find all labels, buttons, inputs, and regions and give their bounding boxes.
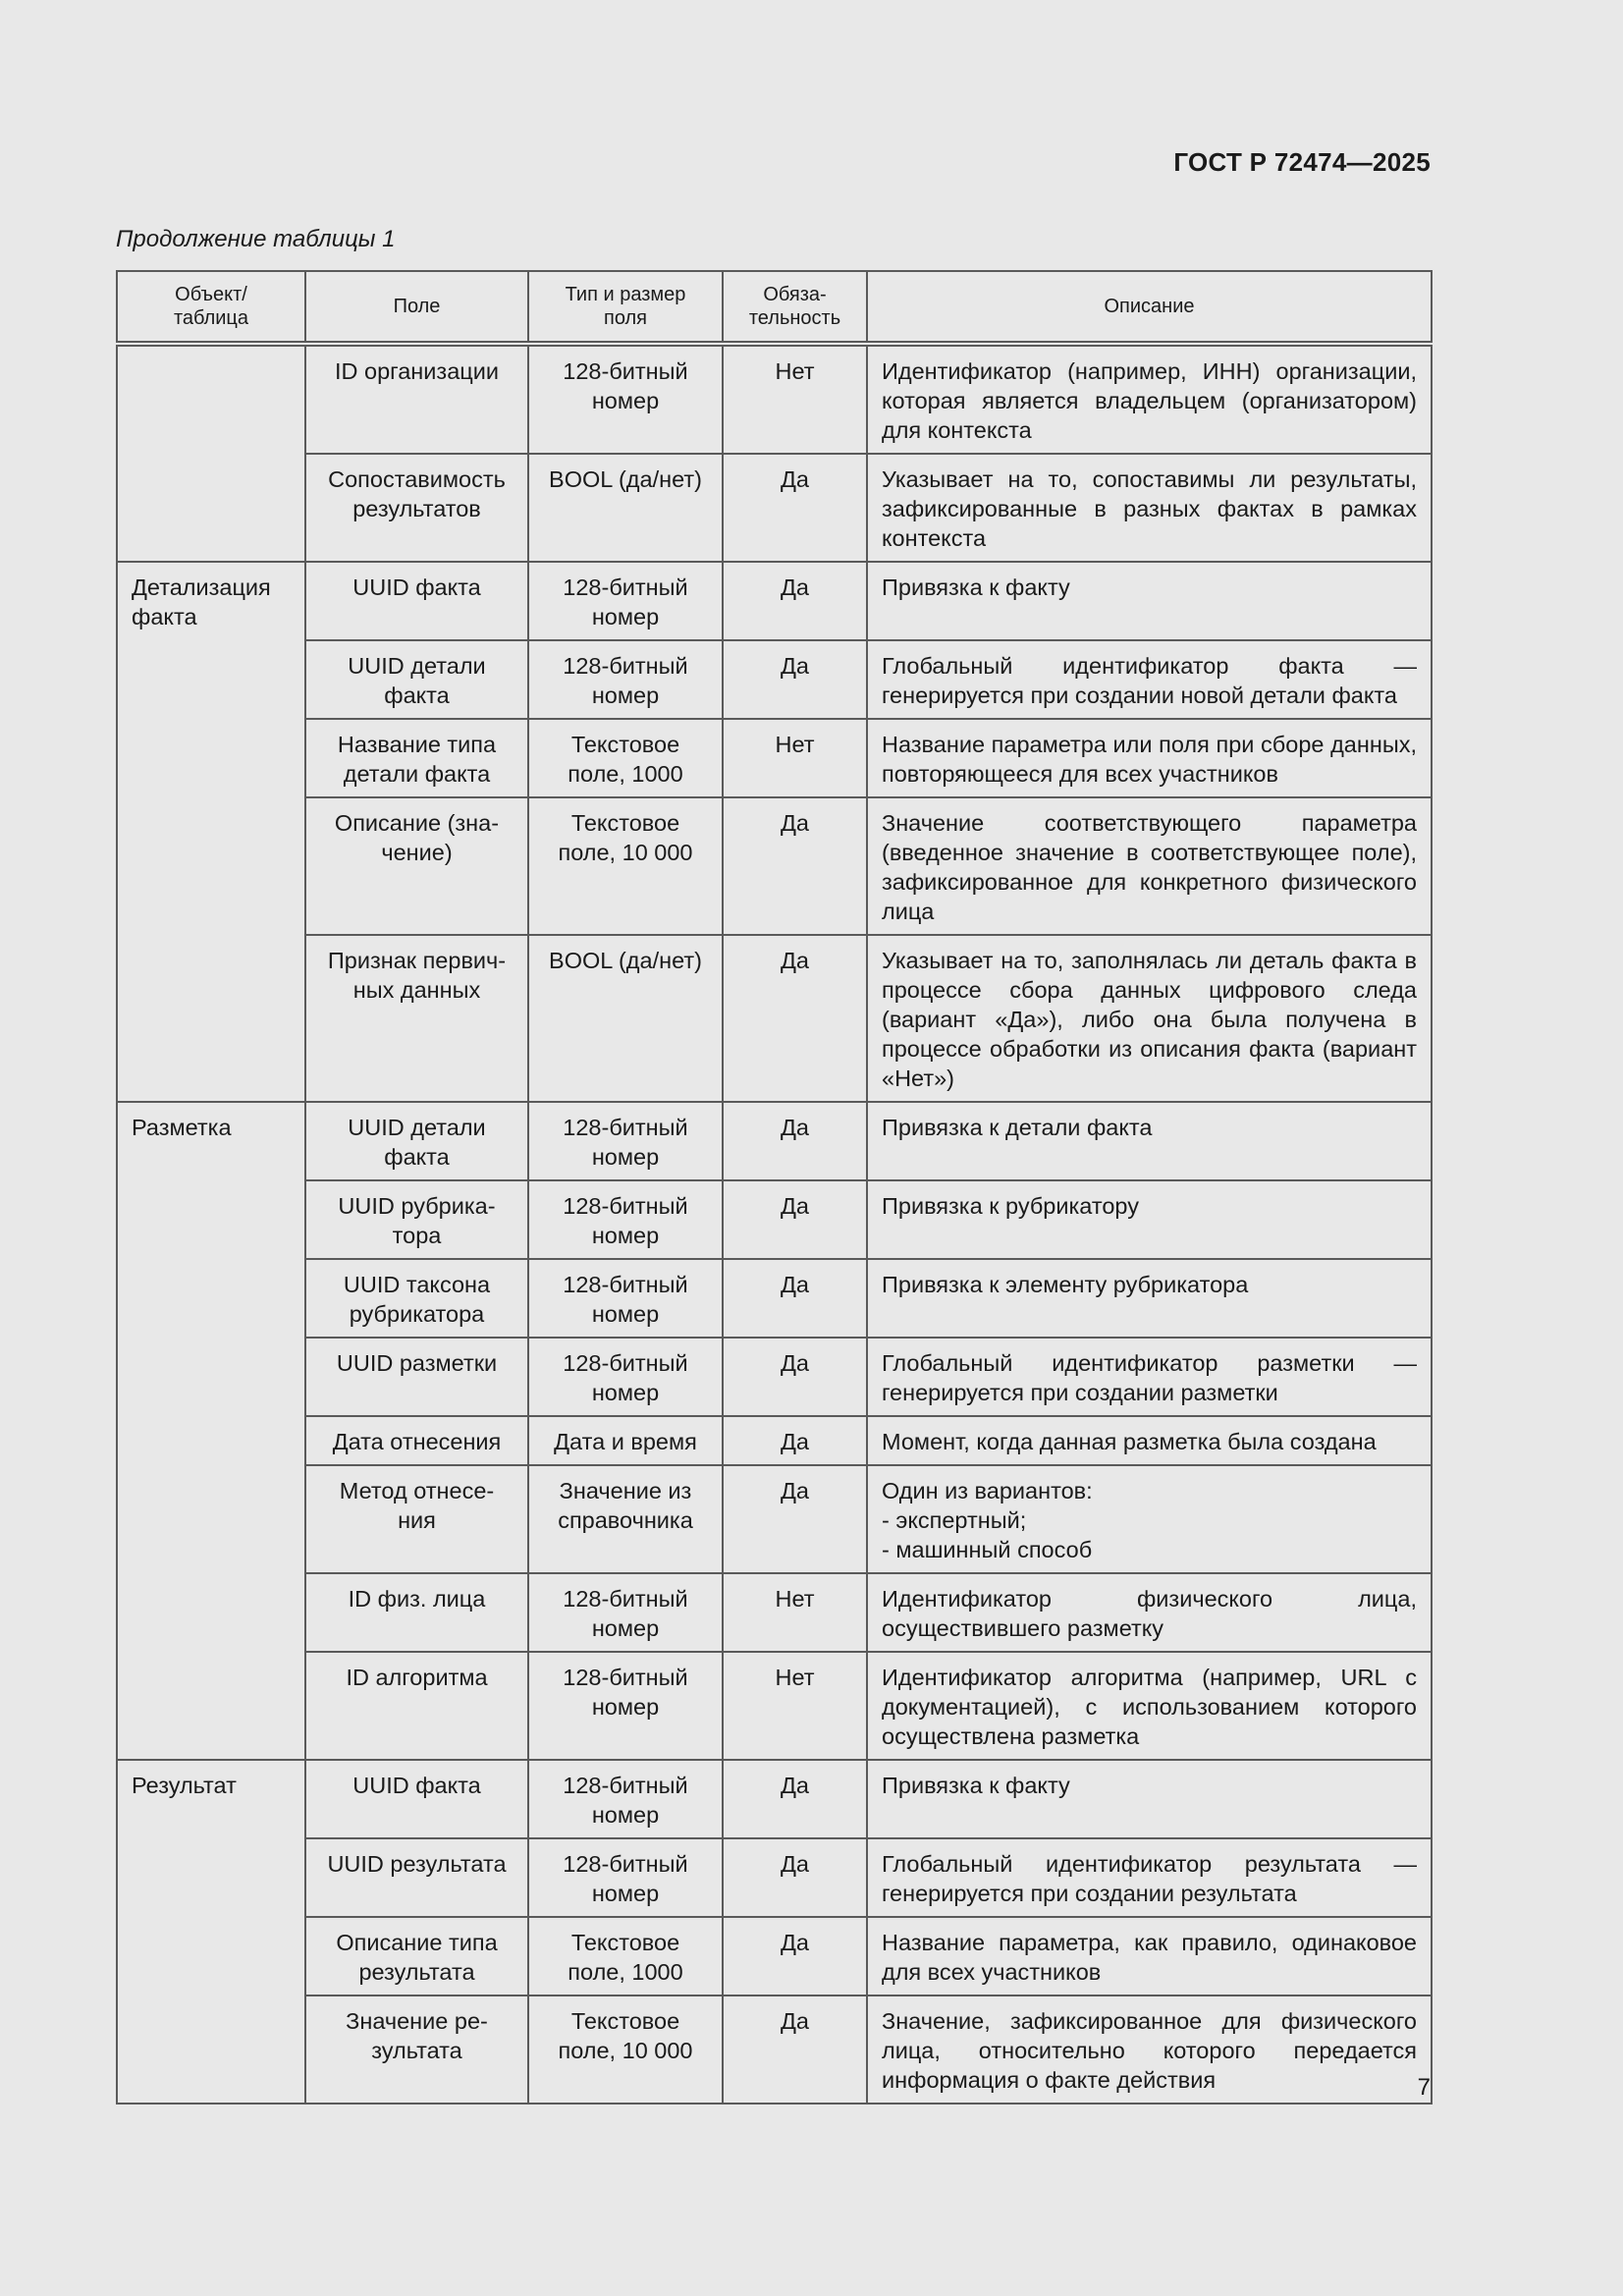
cell-field [305,719,528,797]
cell-type [528,1917,723,1995]
text-line: BOOL (да/нет) [549,466,702,492]
cell-required: Да [723,1995,867,2104]
cell-required: Да [723,454,867,562]
cell-required: Да [723,1180,867,1259]
text-line: Дата и время [554,1429,697,1454]
text-line: UUID разметки [336,1350,498,1376]
page-number: 7 [1417,2074,1431,2101]
text-line: 128-битный [563,653,688,679]
cell-required: Да [723,1102,867,1180]
text-line: номер [591,388,660,413]
cell-description: Глобальный идентификатор разметки — генерируется при создании разметки [867,1338,1432,1416]
table-row [117,1416,1432,1465]
text-line: Описание типа [336,1930,498,1955]
cell-required: Да [723,1917,867,1995]
text-line: Сопоставимость [328,466,506,492]
cell-type [528,640,723,719]
text-line: 128-битный [563,1586,688,1612]
text-line: UUID результата [327,1851,507,1877]
cell-field [305,1995,528,2104]
text-line: Объект/ [175,284,247,305]
cell-description: Название параметра или поля при сборе данных, повторяющееся для всех участников [867,719,1432,797]
cell-field [305,562,528,640]
text-line: номер [591,604,660,629]
table-row [117,1102,1432,1180]
text-line: ID физ. лица [348,1586,486,1612]
table-row [117,1652,1432,1760]
table-row [117,1465,1432,1573]
text-line: Метод отнесе- [339,1478,495,1503]
text-line: Значение ре- [346,2008,488,2034]
table-body [117,344,1432,2104]
cell-object [117,562,305,1102]
text-line: ния [398,1507,436,1533]
cell-type [528,1465,723,1573]
table-row [117,562,1432,640]
cell-description: Привязка к факту [867,1760,1432,1838]
table-row [117,1573,1432,1652]
text-line: Текстовое [570,810,680,836]
text-line: чение) [381,840,453,865]
table-row [117,454,1432,562]
cell-description: Указывает на то, сопоставимы ли результаты, зафиксированные в разных фактах в рамках контекста [867,454,1432,562]
table-row [117,797,1432,935]
table-header-row [117,271,1432,344]
cell-type [528,454,723,562]
cell-required: Нет [723,1573,867,1652]
text-line: номер [591,1223,660,1248]
text-line: ID организации [335,358,499,384]
text-line: факта [384,1144,450,1170]
table-row [117,1259,1432,1338]
text-line: поле, 1000 [568,1959,683,1985]
text-line: - экспертный; [882,1507,1027,1533]
text-line: детали факта [343,761,491,787]
cell-type [528,344,723,454]
cell-description: Глобальный идентификатор результата — генерируется при создании результата [867,1838,1432,1917]
text-line: UUID детали [348,1115,486,1140]
text-line: 128-битный [563,1193,688,1219]
cell-field [305,1652,528,1760]
text-line: 128-битный [563,1350,688,1376]
text-line: факта [384,683,450,708]
cell-required: Нет [723,1652,867,1760]
cell-object [117,344,305,562]
text-line: номер [591,1802,660,1828]
column-header-description [867,271,1432,344]
cell-required: Нет [723,719,867,797]
table-row [117,935,1432,1102]
cell-required: Нет [723,344,867,454]
text-line: тельность [748,307,841,329]
text-line: Разметка [132,1115,232,1140]
text-line: Описание (зна- [334,810,500,836]
cell-description: Привязка к рубрикатору [867,1180,1432,1259]
text-line: UUID рубрика- [338,1193,496,1219]
cell-description: Название параметра, как правило, одинаковое для всех участников [867,1917,1432,1995]
text-line: UUID факта [352,574,481,600]
cell-type [528,1180,723,1259]
text-line: рубрикатора [349,1301,485,1327]
text-line: 128-битный [563,1773,688,1798]
text-line: Текстовое [570,2008,680,2034]
table-row [117,719,1432,797]
standard-code: ГОСТ Р 72474—2025 [1173,147,1431,177]
cell-description: Идентификатор алгоритма (например, URL с документацией), с использованием которого осуществлена разметка [867,1652,1432,1760]
text-line: поле, 1000 [568,761,683,787]
column-header-object [117,271,305,344]
cell-field [305,454,528,562]
text-line: факта [132,604,197,629]
column-header-required [723,271,867,344]
cell-required: Да [723,1338,867,1416]
text-line: Один из вариантов: [882,1478,1093,1503]
cell-description: Значение соответствующего параметра (введенное значение в соответствующее поле), зафиксированное для конкретного физического лица [867,797,1432,935]
text-line: UUID детали [348,653,486,679]
text-line: 128-битный [563,1851,688,1877]
text-line: Тип и размер [565,284,686,305]
text-line: номер [591,1615,660,1641]
text-line: ных данных [352,977,481,1003]
cell-description: Привязка к элементу рубрикатора [867,1259,1432,1338]
table-row [117,1338,1432,1416]
cell-type [528,1416,723,1465]
text-line: таблица [173,307,249,329]
text-line: тора [392,1223,442,1248]
cell-type [528,1573,723,1652]
text-line: Значение из [559,1478,692,1503]
text-line: Текстовое [570,1930,680,1955]
text-line: 128-битный [563,1272,688,1297]
text-line: Дата отнесения [332,1429,502,1454]
text-line: Признак первич- [327,948,507,973]
text-line: UUID таксона [343,1272,491,1297]
cell-field [305,1573,528,1652]
cell-description: Указывает на то, заполнялась ли деталь факта в процессе сбора данных цифрового следа (вариант «Да»), либо она была получена в процессе обработки из описания факта (вариант «Нет») [867,935,1432,1102]
text-line: номер [591,1694,660,1720]
text-line: Описание [1104,296,1195,317]
cell-field [305,1416,528,1465]
cell-description: Идентификатор (например, ИНН) организации, которая является владельцем (организатором) для контекста [867,344,1432,454]
cell-field [305,1180,528,1259]
cell-type [528,1652,723,1760]
table-row [117,640,1432,719]
cell-field [305,797,528,935]
cell-type [528,1259,723,1338]
text-line: Текстовое [570,732,680,757]
cell-object [117,1102,305,1760]
table-row [117,1838,1432,1917]
cell-required: Да [723,640,867,719]
table-row [117,1180,1432,1259]
cell-required: Да [723,935,867,1102]
cell-field [305,1465,528,1573]
cell-type [528,1338,723,1416]
text-line: 128-битный [563,358,688,384]
cell-description: Момент, когда данная разметка была создана [867,1416,1432,1465]
text-line: поле, 10 000 [558,840,693,865]
text-line: Название типа [337,732,497,757]
cell-field [305,1259,528,1338]
cell-required: Да [723,1259,867,1338]
cell-description: Идентификатор физического лица, осуществившего разметку [867,1573,1432,1652]
cell-field [305,1838,528,1917]
table-row [117,1995,1432,2104]
text-line: 128-битный [563,1665,688,1690]
cell-description: Глобальный идентификатор факта — генерируется при создании новой детали факта [867,640,1432,719]
text-line: 128-битный [563,574,688,600]
text-line: Поле [393,296,441,317]
text-line: результата [358,1959,475,1985]
cell-required: Да [723,562,867,640]
text-line: результатов [352,496,481,521]
column-header-type [528,271,723,344]
cell-type [528,935,723,1102]
cell-field [305,1338,528,1416]
table-row [117,1917,1432,1995]
text-line: Результат [132,1773,237,1798]
text-line: зультата [371,2038,462,2063]
text-line: поле, 10 000 [558,2038,693,2063]
cell-type [528,1760,723,1838]
table-header [117,271,1432,344]
cell-object [117,1760,305,2104]
text-line: поля [603,307,647,329]
text-line: 128-битный [563,1115,688,1140]
requirements-table [116,270,1433,2105]
text-line: UUID факта [352,1773,481,1798]
text-line: BOOL (да/нет) [549,948,702,973]
cell-field [305,1917,528,1995]
text-line: Обяза- [763,284,827,305]
table-row [117,1760,1432,1838]
cell-required: Да [723,1465,867,1573]
cell-required: Да [723,1760,867,1838]
cell-type [528,797,723,935]
cell-description: Привязка к детали факта [867,1102,1432,1180]
table-row [117,344,1432,454]
cell-field [305,1102,528,1180]
text-line: номер [591,1380,660,1405]
cell-description: Привязка к факту [867,562,1432,640]
cell-required: Да [723,1416,867,1465]
text-line: номер [591,1881,660,1906]
table-continuation-caption: Продолжение таблицы 1 [116,226,396,252]
text-line: номер [591,683,660,708]
cell-field [305,1760,528,1838]
cell-type [528,719,723,797]
cell-type [528,1838,723,1917]
column-header-field [305,271,528,344]
text-line: Детализация [132,574,271,600]
cell-required: Да [723,1838,867,1917]
cell-field [305,640,528,719]
cell-field [305,344,528,454]
cell-description [867,1465,1432,1573]
cell-required: Да [723,797,867,935]
text-line: справочника [558,1507,693,1533]
cell-type [528,1995,723,2104]
cell-field [305,935,528,1102]
cell-type [528,1102,723,1180]
text-line: ID алгоритма [346,1665,488,1690]
cell-description: Значение, зафиксированное для физического лица, относительно которого передается информация о факте действия [867,1995,1432,2104]
text-line: номер [591,1144,660,1170]
cell-type [528,562,723,640]
text-line: - машинный способ [882,1537,1093,1562]
text-line: номер [591,1301,660,1327]
